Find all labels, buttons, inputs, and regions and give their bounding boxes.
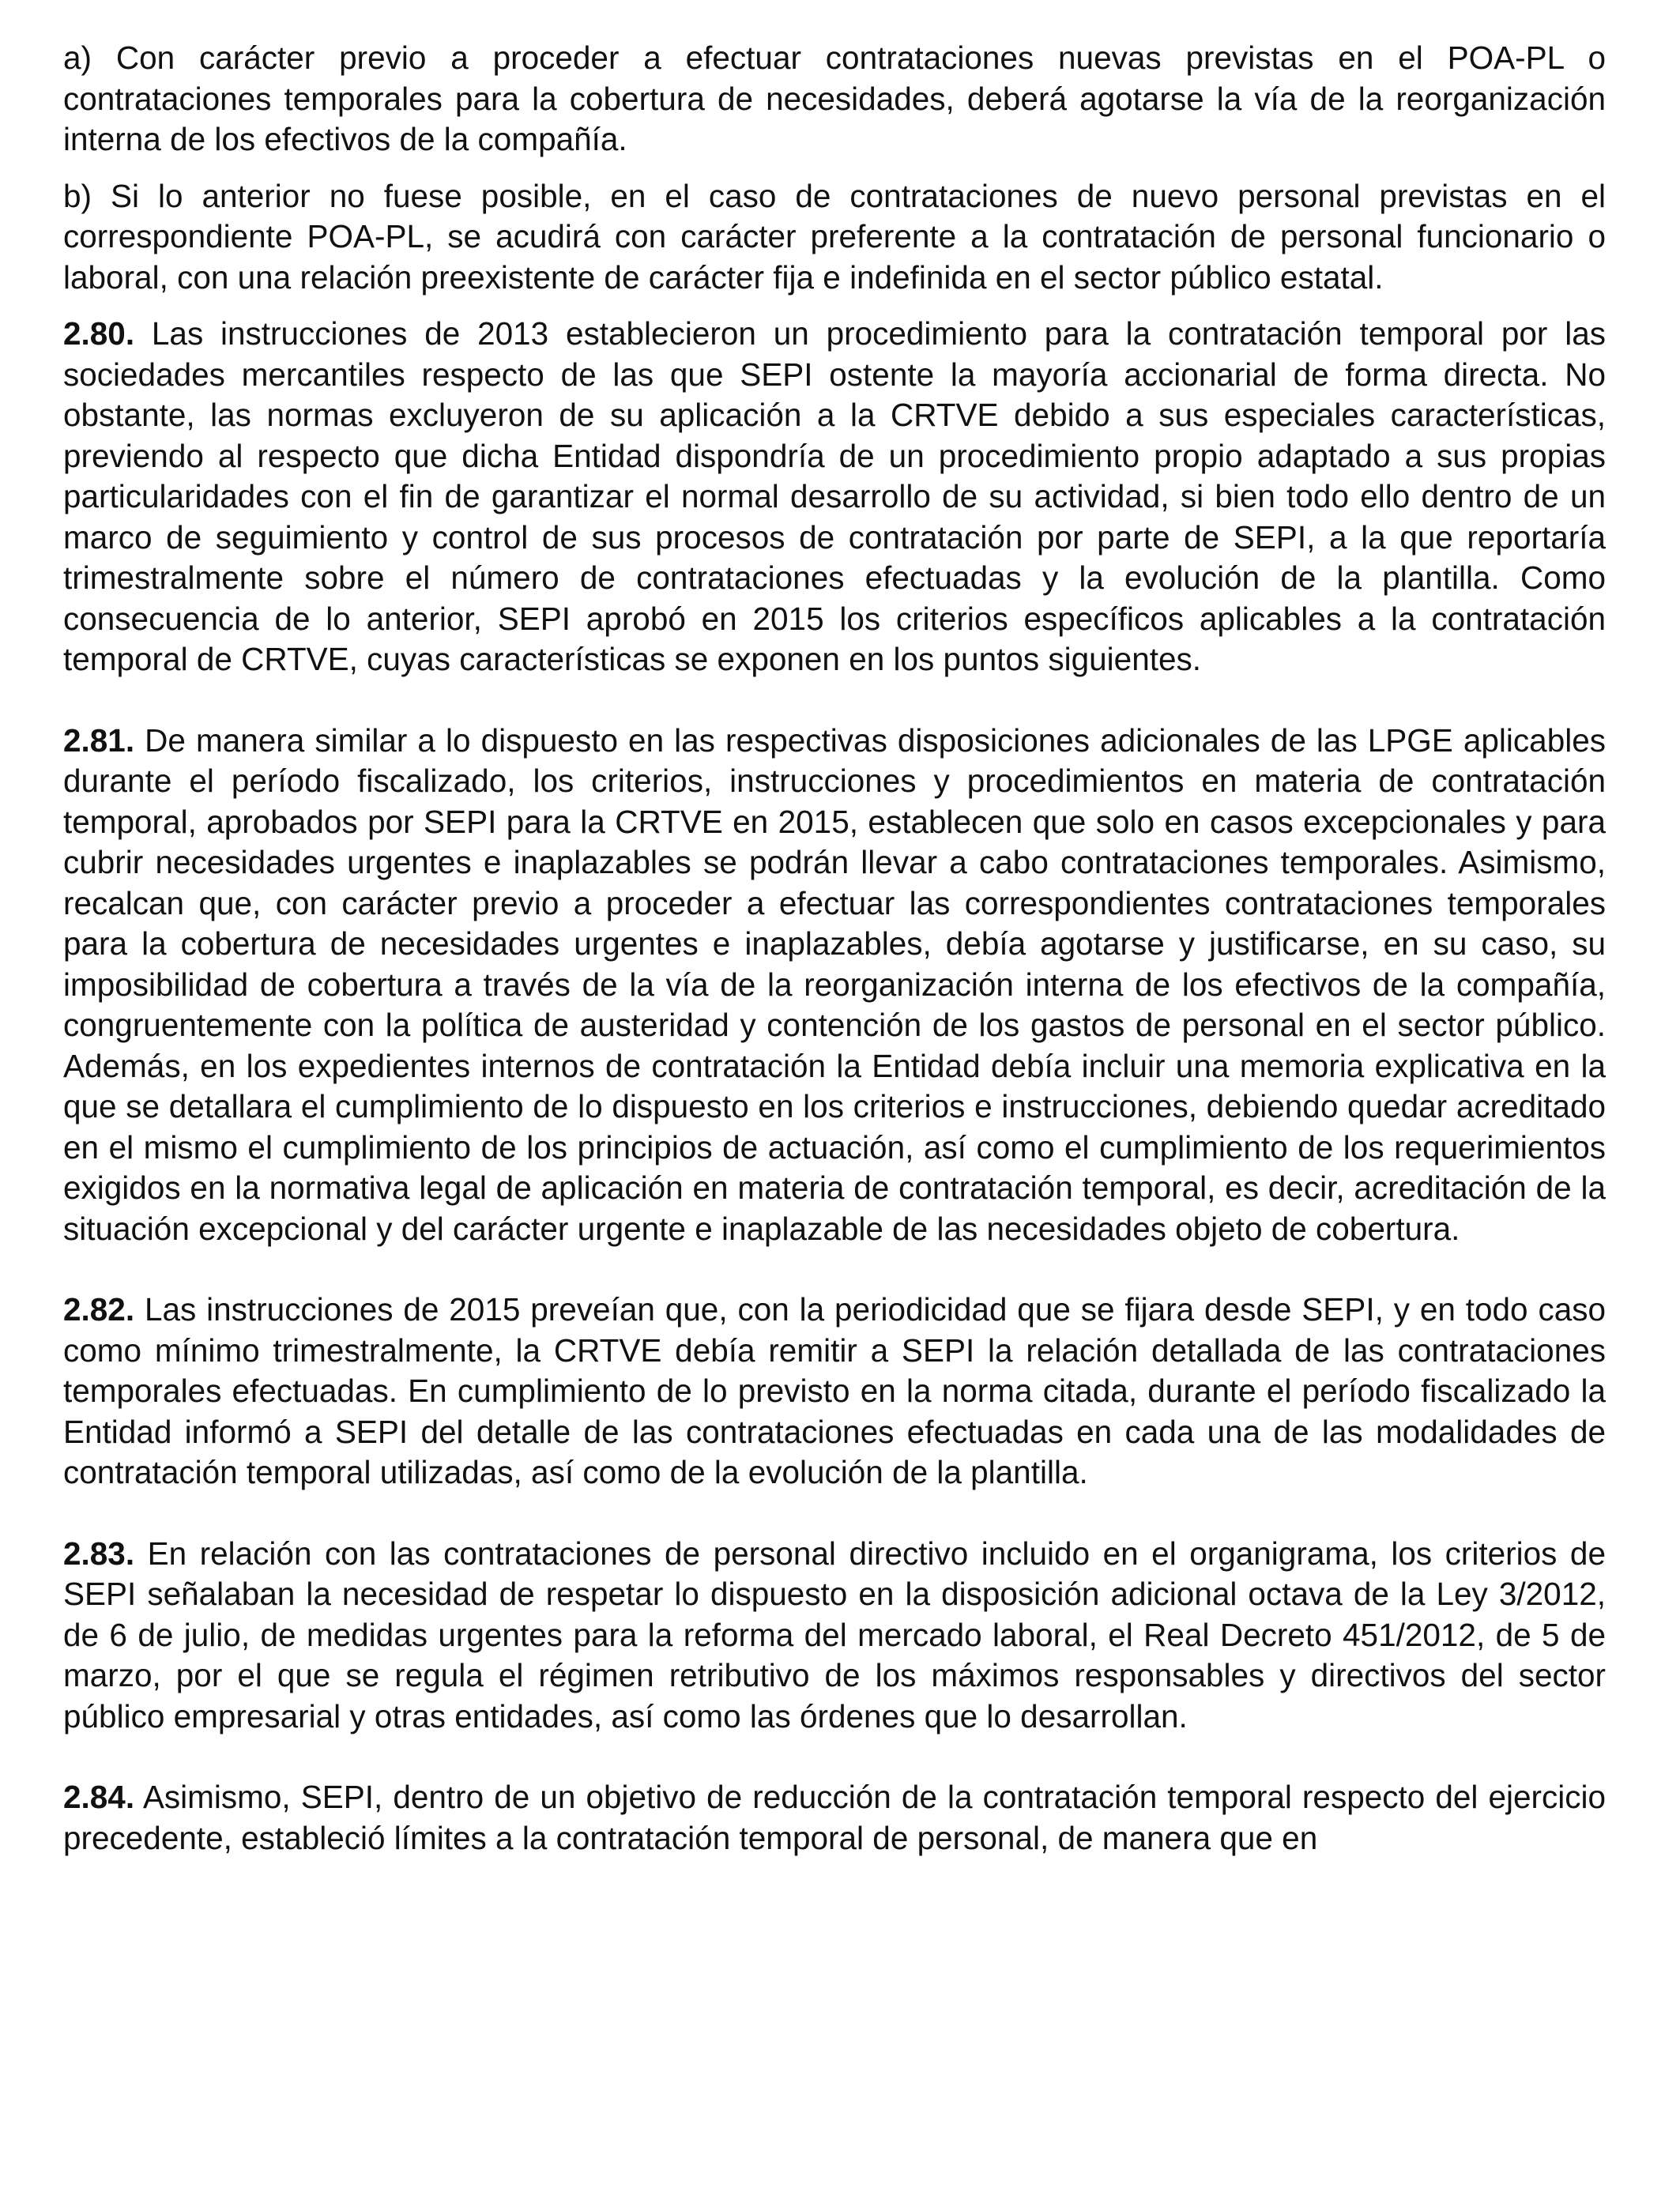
paragraph-2-83 (63, 1534, 1606, 1738)
paragraph-number: 2.80. (63, 315, 135, 352)
paragraph-text: En relación con las contrataciones de personal directivo incluido en el organigrama, los criterios de SEPI señalaban la necesidad de respetar lo dispuesto en la disposición adicional octava de la Ley 3/2012, de 6 de julio, de medidas urgentes para la reforma del mercado laboral, el Real Decreto 451/2012, de 5 de marzo, por el que se regula el régimen retributivo de los máximos responsables y directivos del sector público empresarial y otras entidades, así como las órdenes que lo desarrollan. (63, 1535, 1606, 1734)
paragraph-2-81 (63, 721, 1606, 1250)
paragraph-b (63, 176, 1606, 299)
paragraph-a (63, 38, 1606, 160)
paragraph-number: 2.81. (63, 721, 135, 759)
document-page (63, 38, 1606, 1859)
paragraph-2-82 (63, 1290, 1606, 1493)
paragraph-text: b) Si lo anterior no fuese posible, en el caso de contrataciones de nuevo personal previstas en el correspondiente POA-PL, se acudirá con carácter preferente a la contratación de personal funcionario o laboral, con una relación preexistente de carácter fija e indefinida en el sector público estatal. (63, 177, 1606, 296)
paragraph-number: 2.84. (63, 1779, 135, 1815)
paragraph-number: 2.83. (63, 1535, 135, 1572)
paragraph-text: Las instrucciones de 2015 preveían que, con la periodicidad que se fijara desde SEPI, y en todo caso como mínimo trimestralmente, la CRTVE debía remitir a SEPI la relación detallada de las contrataciones temporales efectuadas. En cumplimiento de lo previsto en la norma citada, durante el período fiscalizado la Entidad informó a SEPI del detalle de las contrataciones efectuadas en cada una de las modalidades de contratación temporal utilizadas, así como de la evolución de la plantilla. (63, 1291, 1606, 1490)
paragraph-text: a) Con carácter previo a proceder a efectuar contrataciones nuevas previstas en el POA-PL o contrataciones temporales para la cobertura de necesidades, deberá agotarse la vía de la reorganización interna de los efectivos de la compañía. (63, 40, 1606, 157)
paragraph-text: De manera similar a lo dispuesto en las respectivas disposiciones adicionales de las LPGE aplicables durante el período fiscalizado, los criterios, instrucciones y procedimientos en materia de contratación temporal, aprobados por SEPI para la CRTVE en 2015, establecen que solo en casos excepcionales y para cubrir necesidades urgentes e inaplazables se podrán llevar a cabo contrataciones temporales. Asimismo, recalcan que, con carácter previo a proceder a efectuar las correspondientes contrataciones temporales para la cobertura de necesidades urgentes e inaplazables, debía agotarse y justificarse, en su caso, su imposibilidad de cobertura a través de la vía de la reorganización interna de los efectivos de la compañía, congruentemente con la política de austeridad y contención de los gastos de personal en el sector público. Además, en los expedientes internos de contratación la Entidad debía incluir una memoria explicativa en la que se detallara el cumplimiento de lo dispuesto en los criterios e instrucciones, debiendo quedar acreditado en el mismo el cumplimiento de los principios de actuación, así como el cumplimiento de los requerimientos exigidos en la normativa legal de aplicación en materia de contratación temporal, es decir, acreditación de la situación excepcional y del carácter urgente e inaplazable de las necesidades objeto de cobertura. (63, 721, 1606, 1247)
paragraph-2-84 (63, 1777, 1606, 1859)
paragraph-text: Asimismo, SEPI, dentro de un objetivo de reducción de la contratación temporal respecto del ejercicio precedente, estableció límites a la contratación temporal de personal, de manera que en (63, 1779, 1606, 1856)
paragraph-text: Las instrucciones de 2013 establecieron un procedimiento para la contratación temporal por las sociedades mercantiles respecto de las que SEPI ostente la mayoría accionarial de forma directa. No obstante, las normas excluyeron de su aplicación a la CRTVE debido a sus especiales características, previendo al respecto que dicha Entidad dispondría de un procedimiento propio adaptado a sus propias particularidades con el fin de garantizar el normal desarrollo de su actividad, si bien todo ello dentro de un marco de seguimiento y control de sus procesos de contratación por parte de SEPI, a la que reportaría trimestralmente sobre el número de contrataciones efectuadas y la evolución de la plantilla. Como consecuencia de lo anterior, SEPI aprobó en 2015 los criterios específicos aplicables a la contratación temporal de CRTVE, cuyas características se exponen en los puntos siguientes. (63, 315, 1606, 677)
paragraph-number: 2.82. (63, 1291, 135, 1328)
paragraph-2-80 (63, 314, 1606, 680)
